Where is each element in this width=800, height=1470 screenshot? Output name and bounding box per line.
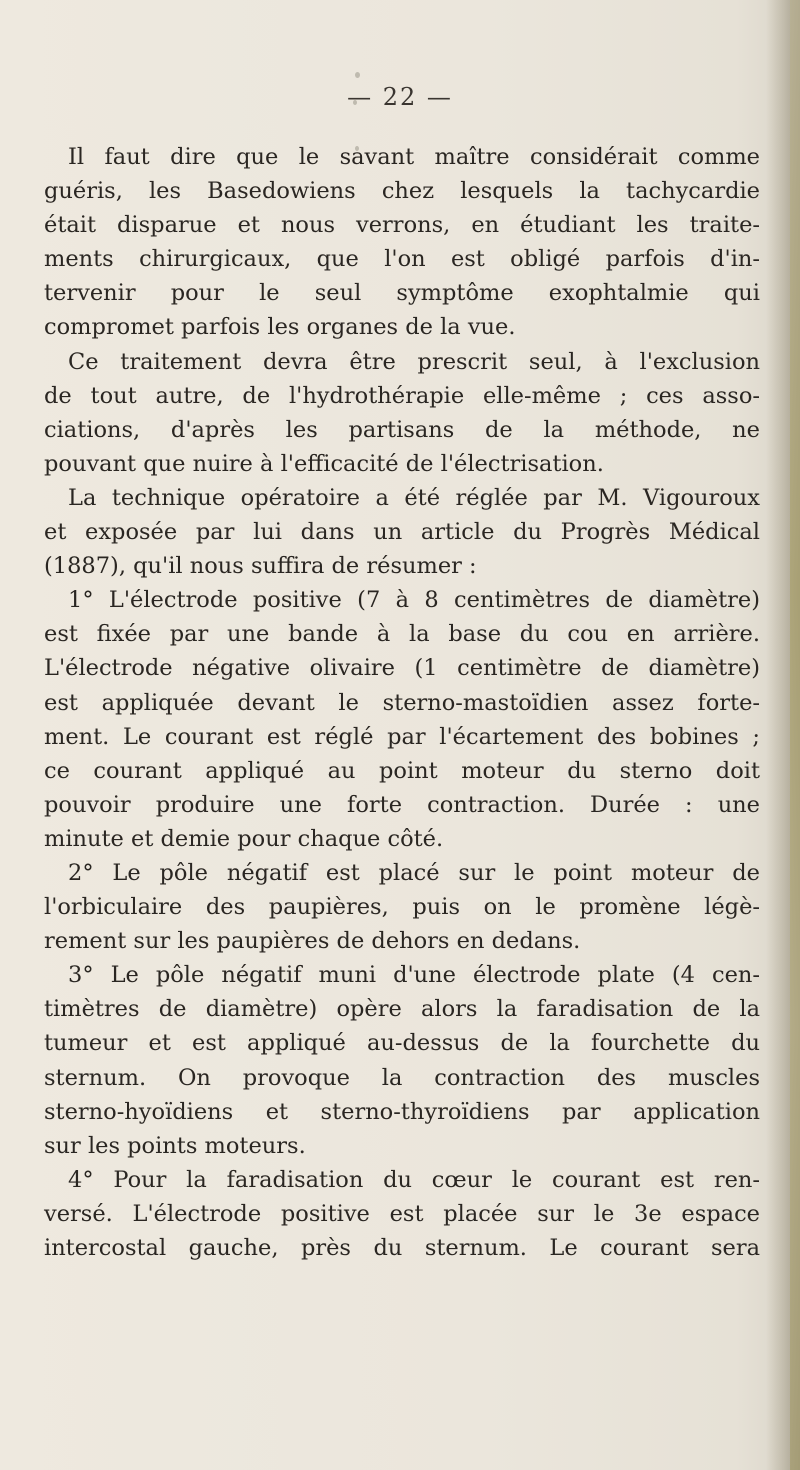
text-line: tumeur et est appliqué au-dessus de la fourchette du [44,1030,760,1057]
text-line: était disparue et nous verrons, en étudiant les traite- [44,212,760,239]
text-line: ciations, d'après les partisans de la méthode, ne [44,416,760,443]
text-line: de tout autre, de l'hydrothérapie elle-même ; ces asso- [44,382,760,409]
text-line: est appliquée devant le sterno-mastoïdien assez forte- [44,689,760,716]
body-text [44,140,760,1265]
text-line: Ce traitement devra être prescrit seul, à l'exclusion [68,348,760,375]
text-line: rement sur les paupières de dehors en dedans. [44,928,581,955]
text-line: Il faut dire que le savant maître considérait comme [68,144,760,170]
text-line: ce courant appliqué au point moteur du sterno doit [44,757,760,784]
text-line: 2° Le pôle négatif est placé sur le point moteur de [68,859,760,886]
paper-speck [355,72,360,78]
text-line: ments chirurgicaux, que l'on est obligé parfois d'in- [44,246,760,273]
text-line: 4° Pour la faradisation du cœur le courant est ren- [68,1166,760,1193]
text-line: L'électrode négative olivaire (1 centimètre de diamètre) [44,655,760,682]
text-line: pouvoir produire une forte contraction. Durée : une [44,791,760,818]
text-line: guéris, les Basedowiens chez lesquels la tachycardie [44,178,760,205]
text-line: 1° L'électrode positive (7 à 8 centimètres de diamètre) [68,587,760,614]
text-line: sterno-hyoïdiens et sterno-thyroïdiens par application [44,1098,760,1125]
text-line: sternum. On provoque la contraction des muscles [44,1064,760,1091]
text-line: tervenir pour le seul symptôme exophtalmie qui [44,280,760,307]
text-line: et exposée par lui dans un article du Progrès Médical [44,519,760,546]
text-line: ment. Le courant est réglé par l'écartement des bobines ; [44,723,760,750]
text-line: (1887), qu'il nous suffira de résumer : [44,553,477,580]
page-number: — 22 — [347,83,453,111]
text-line: 3° Le pôle négatif muni d'une électrode plate (4 cen- [68,962,760,989]
text-line: sur les points moteurs. [44,1132,306,1159]
text-line: versé. L'électrode positive est placée sur le 3e espace [44,1200,760,1227]
text-line: pouvant que nuire à l'efficacité de l'électrisation. [44,450,604,477]
text-line: minute et demie pour chaque côté. [44,825,444,852]
text-line: est fixée par une bande à la base du cou en arrière. [44,621,760,648]
text-line: timètres de diamètre) opère alors la faradisation de la [44,996,760,1023]
page-edge-binding [790,0,800,1470]
text-line: compromet parfois les organes de la vue. [44,314,516,341]
text-line: La technique opératoire a été réglée par M. Vigouroux [68,484,760,511]
text-line: intercostal gauche, près du sternum. Le courant sera [44,1235,760,1261]
text-line: l'orbiculaire des paupières, puis on le promène légè- [44,894,760,921]
